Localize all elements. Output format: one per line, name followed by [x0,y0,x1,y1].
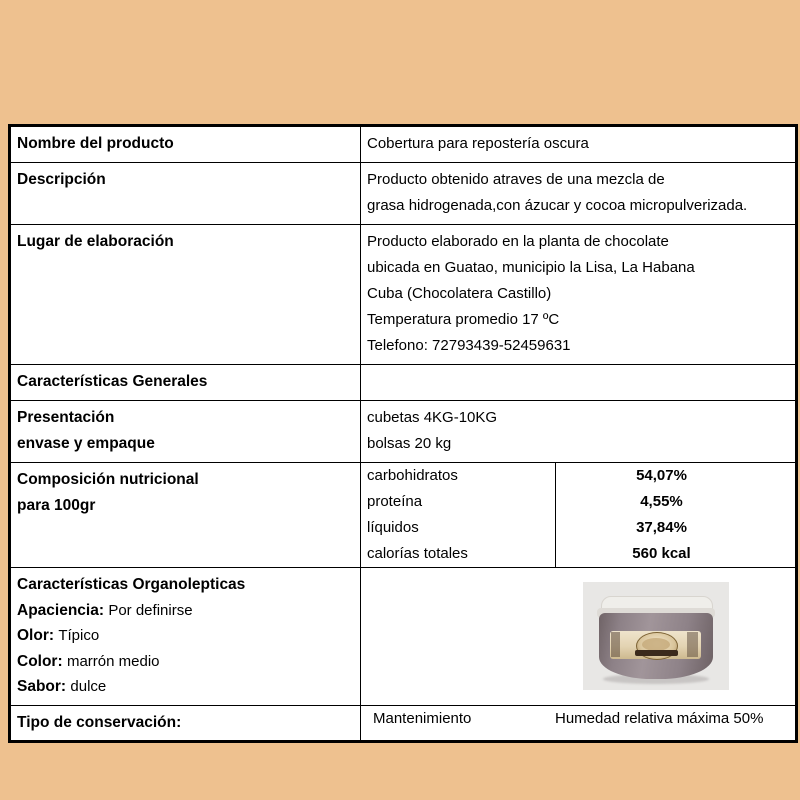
organoleptic-item-apariencia [17,598,354,624]
nutrition-row [361,541,795,567]
cell-nutrition-label [11,463,361,568]
nutrition-name: proteína [361,489,556,515]
nutrition-name: carbohidratos [361,463,556,489]
production-place-line-5: Telefono: 72793439-52459631 [367,337,571,354]
nutrition-value: 560 kcal [556,541,796,567]
chocolate-bucket-photo [583,582,729,690]
production-place-label: Lugar de elaboración [17,233,174,250]
description-label: Descripción [17,171,106,188]
general-characteristics-value [361,365,795,400]
table-row-general-characteristics [11,365,796,401]
organoleptic-title [17,572,354,598]
table-row-description [11,163,796,225]
bucket-label-right-accent [687,632,698,657]
production-place-line-2: ubicada en Guatao, municipio la Lisa, La Habana [367,259,695,276]
cell-general-characteristics-label [11,365,361,401]
cell-conservation-value [361,705,796,740]
organoleptic-item-color [17,649,354,675]
product-spec-table [10,126,796,741]
organoleptic-label: Apaciencia: [17,601,105,619]
description-line-2: grasa hidrogenada,con ázucar y cocoa micropulverizada. [367,197,748,214]
presentation-value-line-1: cubetas 4KG-10KG [367,409,498,426]
nutrition-name: líquidos [361,515,556,541]
organoleptic-value: dulce [70,678,107,695]
conservation-humidity: Humedad relativa máxima 50% [555,709,764,727]
nutrition-name: calorías totales [361,541,556,567]
bucket-label-left-accent [611,632,620,657]
organoleptic-value: Por definirse [108,601,193,619]
nutrition-label-line-1: Composición nutricional [17,471,199,488]
production-place-line-4: Temperatura promedio 17 ºC [367,311,560,328]
organoleptic-value: Típico [58,627,100,644]
cell-presentation-value [361,401,796,463]
table-row-conservation [11,705,796,740]
table-row-production-place [11,225,796,365]
organoleptic-label: Sabor: [17,678,67,695]
photo-container [361,568,795,692]
nutrition-row [361,489,795,515]
nutrition-label-line-2: para 100gr [17,497,96,514]
presentation-label-line-1: Presentación [17,409,115,426]
cell-presentation-label [11,401,361,463]
production-place-line-3: Cuba (Chocolatera Castillo) [367,285,552,302]
bucket-label-dark-bar [635,650,678,656]
conservation-values [367,710,789,727]
nutrition-value: 54,07% [556,463,796,489]
conservation-type: Mantenimiento [373,709,472,727]
presentation-value-line-2: bolsas 20 kg [367,435,452,452]
cell-organoleptic-photo [361,568,796,706]
product-name-value: Cobertura para repostería oscura [367,135,589,152]
cell-description-label [11,163,361,225]
cell-description-value [361,163,796,225]
organoleptic-title-text: Características Organolepticas [17,576,246,593]
conservation-label: Tipo de conservación: [17,713,182,731]
cell-product-name-label [11,127,361,163]
organoleptic-item-olor [17,623,354,649]
cell-conservation-label [11,705,361,740]
cell-production-place-value [361,225,796,365]
organoleptic-label: Olor: [17,627,55,644]
nutrition-table [361,463,795,567]
cell-product-name-value [361,127,796,163]
nutrition-value: 37,84% [556,515,796,541]
nutrition-value: 4,55% [556,489,796,515]
general-characteristics-label: Características Generales [17,373,208,390]
description-line-1: Producto obtenido atraves de una mezcla de [367,171,665,188]
cell-organoleptic-label [11,568,361,706]
organoleptic-item-sabor [17,674,354,700]
table-row-presentation [11,401,796,463]
cell-nutrition-values [361,463,796,568]
organoleptic-label: Color: [17,652,63,670]
product-spec-sheet [8,124,798,743]
nutrition-row [361,463,795,489]
table-row-nutrition [11,463,796,568]
cell-production-place-label [11,225,361,365]
product-name-label: Nombre del producto [17,135,174,152]
organoleptic-value: marrón medio [66,652,160,670]
nutrition-row [361,515,795,541]
production-place-line-1: Producto elaborado en la planta de chocolate [367,233,669,250]
presentation-label-line-2: envase y empaque [17,435,155,452]
table-row-organoleptic [11,568,796,706]
table-row-product-name [11,127,796,163]
cell-general-characteristics-value [361,365,796,401]
